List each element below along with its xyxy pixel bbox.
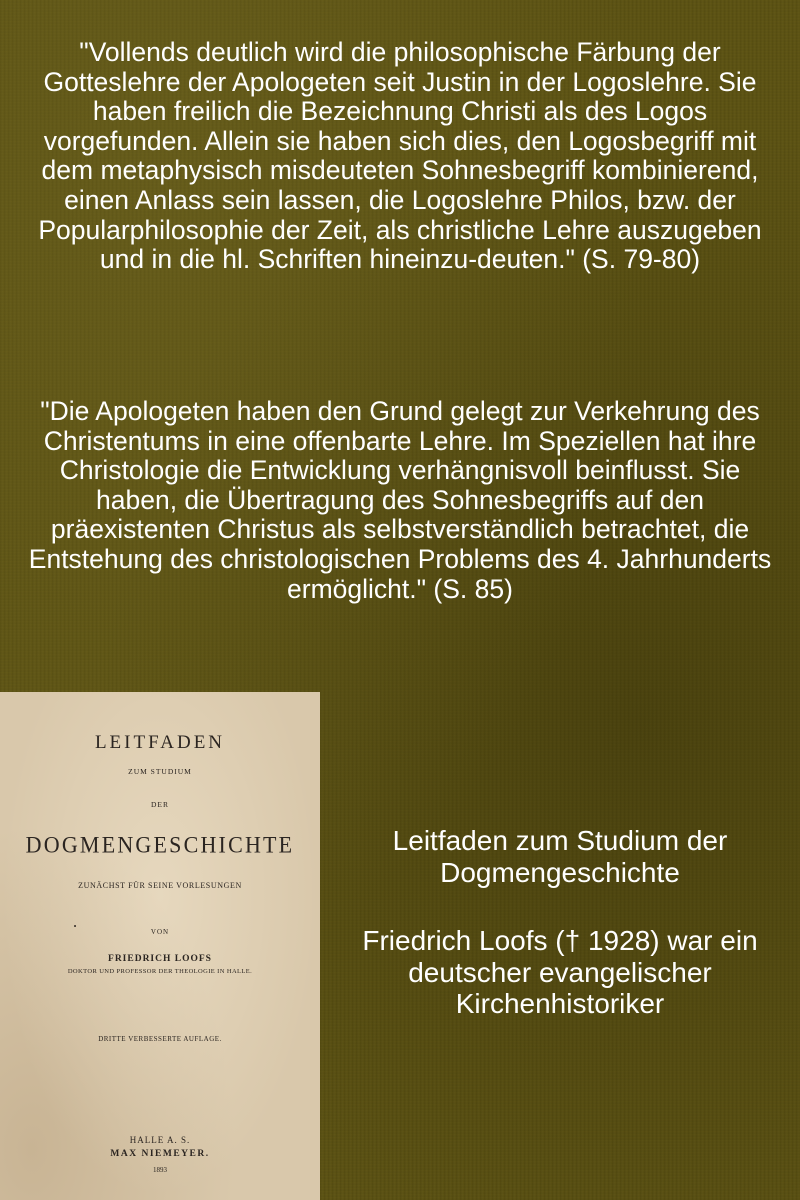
book-cover-image: [0, 692, 320, 1200]
book-dot-mark: •: [73, 922, 77, 931]
book-von: VON: [150, 928, 170, 936]
book-title-line2: DOGMENGESCHICHTE: [25, 831, 295, 858]
quote-first: "Vollends deutlich wird die philosophische Färbung der Gotteslehre der Apologeten seit Justin in der Logoslehre. Sie haben freilich die Bezeichnung Christi als des Logos vorgefunden. Allein sie haben sich dies, den Logosbegriff mit dem metaphysisch misdeuteten Sohnesbegriff kombinierend, einen Anlass sein lassen, die Logoslehre Philos, bzw. der Popularphilosophie der Zeit, als christliche Lehre auszugeben und in die hl. Schriften hineinzu-deuten." (S. 79-80): [38, 37, 762, 275]
caption-author-note: Friedrich Loofs († 1928) war ein deutscher evangelischer Kirchenhistoriker: [362, 925, 758, 1019]
book-year: 1893: [153, 1166, 167, 1174]
book-edition: DRITTE VERBESSERTE AUFLAGE.: [98, 1035, 222, 1043]
book-title-line1: LEITFADEN: [94, 732, 226, 753]
caption-book-title: Leitfaden zum Studium der Dogmengeschichte: [392, 825, 728, 888]
book-zum-studium: ZUM STUDIUM: [128, 767, 192, 776]
book-author-role: DOKTOR UND PROFESSOR DER THEOLOGIE IN HALLE.: [67, 968, 253, 975]
book-subtitle: ZUNÄCHST FÜR SEINE VORLESUNGEN: [78, 881, 242, 890]
book-author: FRIEDRICH LOOFS: [108, 954, 212, 964]
book-publisher: MAX NIEMEYER.: [110, 1149, 210, 1159]
book-der: DER: [151, 800, 169, 809]
book-place: HALLE A. S.: [129, 1135, 191, 1145]
quote-second: "Die Apologeten haben den Grund gelegt zur Verkehrung des Christentums in eine offenbarte Lehre. Im Speziellen hat ihre Christologie die Entwicklung verhängnisvoll beinflusst. Sie haben, die Übertragung des Sohnesbegriffs auf den präexistenten Christus als selbstverständlich betrachtet, die Entstehung des christologischen Problems des 4. Jahrhunderts ermöglicht." (S. 85): [28, 396, 772, 604]
